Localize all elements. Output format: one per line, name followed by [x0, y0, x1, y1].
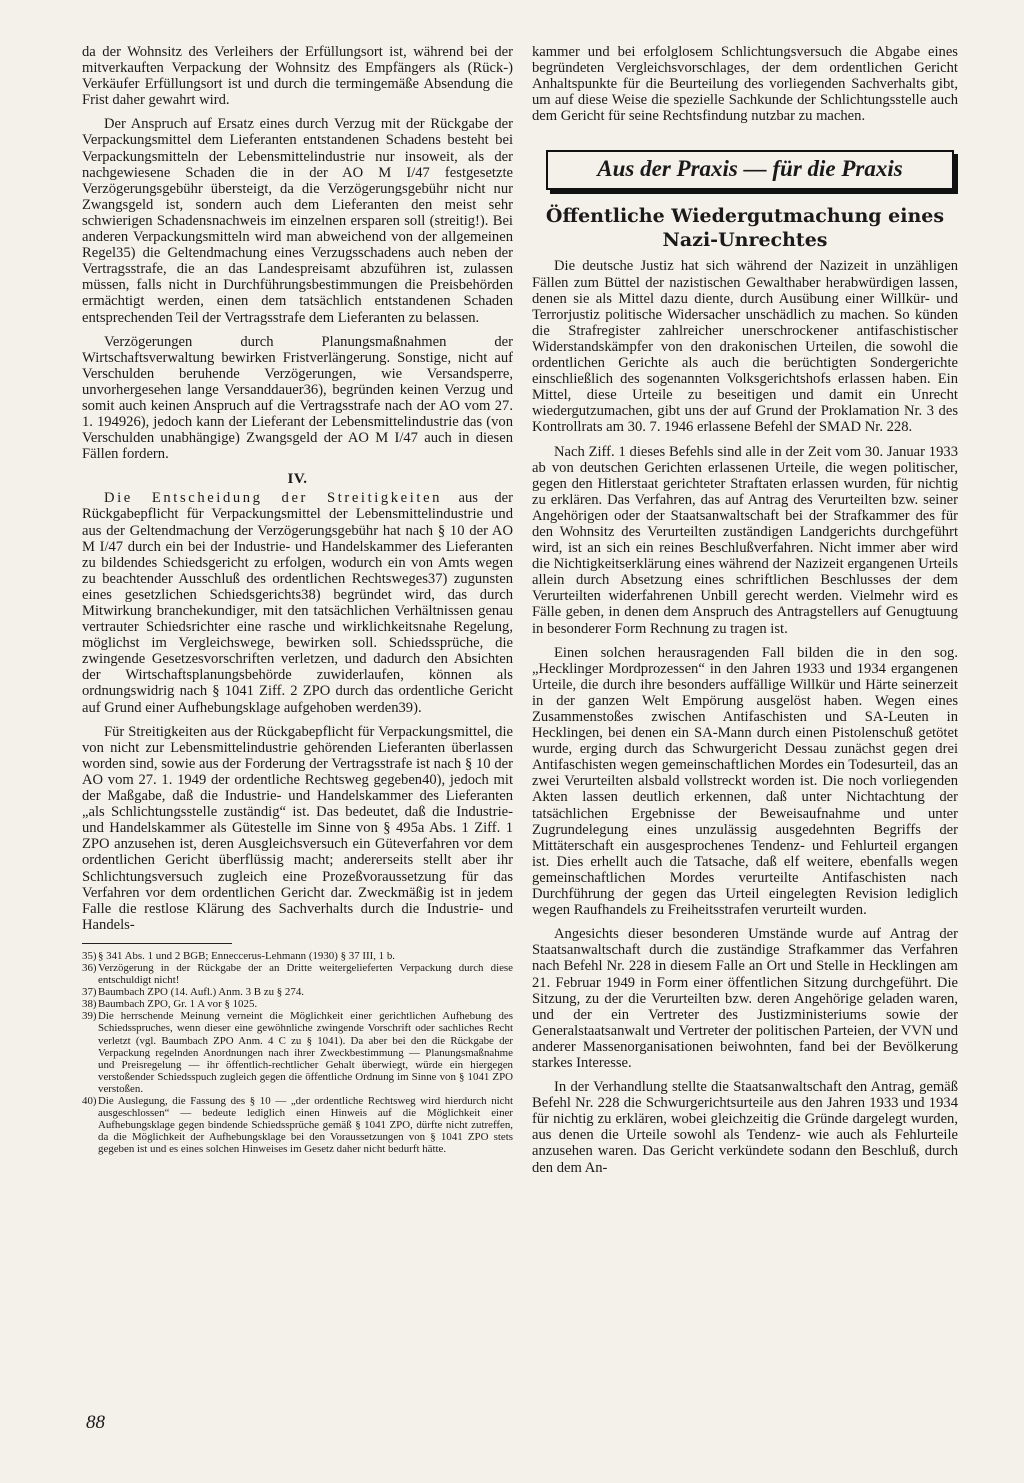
footnote — [82, 962, 513, 986]
left-column — [82, 44, 513, 1155]
paragraph: da der Wohnsitz des Verleihers der Erfüllungsort ist, während bei der mitverkauften Verpackung der Wohnsitz des Empfängers als (Rück-) Verkäufer Erfüllungsort ist und durch die termingemäße Absendung die Frist daher gewahrt wird. — [82, 44, 513, 109]
footnote-number: 38) — [82, 998, 97, 1011]
footnote-number: 35) — [82, 949, 97, 962]
footnote-number: 39) — [82, 1010, 97, 1023]
article-title — [532, 204, 958, 252]
page-number: 88 — [86, 1412, 105, 1433]
section-number: IV. — [287, 471, 308, 488]
paragraph: Der Anspruch auf Ersatz eines durch Verzug mit der Rückgabe der Verpackungsmittel dem Lieferanten entstandenen Schadens besteht bei Verpackungsmitteln der Lebensmittelindustrie nur insoweit, als der nachgewiesene Schaden die in der AO M I/47 festgesetzte Verzögerungsgebühr übersteigt, da die Verzögerungsgebühr nicht nur Zwangsgeld ist, sondern auch dem Lieferanten den meist sehr schwierigen Schadensnachweis im einzelnen ersparen soll (streitig!). Bei anderen Verpackungsmitteln wird man abweichend von der allgemeinen Regel35) die Geltendmachung eines Verzugsschadens auch neben der Vertragsstrafe, die an das Landespreisamt abzuführen ist, zulassen müssen, falls nicht in Durchführungsbestimmungen die Preisbehörden ermächtigt werden, einen dem tatsächlich entstandenen Schaden entsprechenden Teil der Vertragsstrafe dem Lieferanten zu belassen. — [82, 116, 513, 326]
paragraph: Nach Ziff. 1 dieses Befehls sind alle in der Zeit vom 30. Januar 1933 ab von deutschen Gerichten erlassenen Urteile, die wegen politischer, gegen den Hitlerstaat gerichteter Straftaten erlassen wurden, für nichtig zu erklären. Das Verfahren, das auf Antrag des Verurteilten bzw. seiner Angehörigen oder der Staatsanwaltschaft bei der Strafkammer des für den Wohnsitz des Verurteilten zuständigen Landgerichts durchgeführt wird, ist an sich ein reines Beschlußverfahren. Nicht immer aber wird die Nichtigkeitserklärung eines während der Nazizeit ergangenen Urteils allein durch Absetzung eines schriftlichen Beschlusses der dem Verurteilten widerfahrenen Unbill gerecht werden. Vielmehr wird es Fälle geben, in denen dem Anspruch des Antragstellers auf Genugtuung in besonderer Form Rechnung zu tragen ist. — [532, 443, 958, 637]
paragraph: kammer und bei erfolglosem Schlichtungsversuch die Abgabe eines begründeten Vergleichsvorschlages, der dem ordentlichen Gericht Anhaltspunkte für die Beurteilung des vorliegenden Sachverhalts gibt, um auf diese Weise die spezielle Sachkunde der Schlichtungsstelle auch dem Gericht für seine Rechtsfindung nutzbar zu machen. — [532, 44, 958, 125]
paragraph: Für Streitigkeiten aus der Rückgabepflicht für Verpackungsmittel, die von nicht zur Lebensmittelindustrie gehörenden Lieferanten überlassen worden sind, sowie aus der Forderung der Vertragsstrafe ist nach § 10 der AO vom 27. 1. 1949 der ordentliche Rechtsweg gegeben40), jedoch mit der Maßgabe, daß die Industrie- und Handelskammer des Lieferanten „als Schlichtungsstelle zuständig“ ist. Das bedeutet, daß die Industrie- und Handelskammer als Gütestelle im Sinne von § 495a Abs. 1 Ziff. 1 ZPO anzusehen ist, deren Ausgleichsversuch ein Güteverfahren vor dem ordentlichen Gericht überflüssig macht; andererseits stellt aber ihr Schlichtungsversuch zugleich eine Prozeßvoraussetzung für das Verfahren vor dem ordentlichen Gericht dar. Zweckmäßig ist in jedem Falle die restlose Klärung des Sachverhalts durch die Industrie- und Handels- — [82, 723, 513, 933]
paragraph: Verzögerungen durch Planungsmaßnahmen der Wirtschaftsverwaltung bewirken Fristverlängerung. Sonstige, nicht auf Verschulden beruhende Verzögerungen, wie Versandsperre, unvorhergesehen lange Versanddauer36), begründen keinen Verzug und somit auch keinen Anspruch auf die Vertragsstrafe nach der AO vom 27. 1. 194926), jedoch kann der Lieferant der Lebensmittelindustrie das (von Verschulden unabhängige) Zwangsgeld der AO M I/47 auch in diesen Fällen fordern. — [82, 333, 513, 463]
paragraph: Angesichts dieser besonderen Umstände wurde auf Antrag der Staatsanwaltschaft durch die zuständige Strafkammer das Verfahren nach Befehl Nr. 228 in diesem Falle an Ort und Stelle in Hecklingen am 21. Februar 1949 in Form einer öffentlichen Sitzung durchgeführt. Die Sitzung, zu der die Verurteilten bzw. deren Angehörige geladen waren, und der ein Vertreter des Justizministeriums sowie der Generalstaatsanwalt und Vertreter der politischen Parteien, der VVN und anderer Massenorganisationen beiwohnten, fand bei der Bevölkerung starkes Interesse. — [532, 926, 958, 1071]
footnote-divider — [82, 943, 232, 944]
footnote — [82, 986, 513, 998]
footnote — [82, 1010, 513, 1095]
paragraph-text: aus der Rückgabepflicht für Verpackungsmittel der Lebensmittelindustrie und aus der Geltendmachung der Verzögerungsgebühr hat nach § 10 der AO M I/47 durch ein bei der Industrie- und Handelskammer des Lieferanten zu bildendes Schiedsgericht zu erfolgen, wodurch ein von Amts wegen zu beachtender Ausschluß des ordentlichen Rechtsweges37) zugunsten eines gesetzlichen Schiedsgerichts38) begründet wird, das durch Mitwirkung branchekundiger, mit den tatsächlichen Verhältnissen genau vertrauter Schiedsrichter eine rasche und wirklichkeitsnahe Regelung, möglichst im Vergleichswege, bewirken soll. Schiedssprüche, die zwingende Gesetzesvorschriften verletzen, und dadurch den Absichten der Wirtschaftsplanungsbehörde zuwiderlaufen, können als ordnungswidrig nach § 1041 Ziff. 2 ZPO durch das ordentliche Gericht auf Grund einer Aufhebungsklage aufgehoben werden39). — [82, 490, 513, 716]
article-title-line: Nazi-Unrechtes — [662, 229, 828, 252]
footnote-text: Baumbach ZPO (14. Aufl.) Anm. 3 B zu § 274. — [98, 986, 304, 999]
paragraph — [82, 490, 513, 715]
footnote — [82, 950, 513, 962]
footnote-text: Baumbach ZPO, Gr. 1 A vor § 1025. — [98, 998, 258, 1011]
footnote-text: Verzögerung in der Rückgabe der an Dritte weitergelieferten Verpackung durch diese entschuldigt nicht! — [98, 961, 513, 987]
footnote-text: Die herrschende Meinung verneint die Möglichkeit einer gerichtlichen Aufhebung des Schiedsspruches, wenn dieser eine gewöhnliche zwingende Vorschrift oder sachliches Recht verletzt (vgl. Baumbach ZPO Anm. 4 C zu § 1041). Da aber bei den die Rückgabe der Verpackung regelnden Anordnungen nach ihrer Zweckbestimmung — Planungsmaßnahme und Preisregelung — ihr öffentlich-rechtlicher Gehalt überwiegt, würde ein hiergegen verstoßender Schiedsspuch zugleich gegen die öffentliche Ordnung im Sinne von § 1041 ZPO verstoßen. — [98, 1010, 513, 1095]
footnotes — [82, 950, 513, 1156]
footnote-number: 36) — [82, 961, 97, 974]
footnote-text: Die Auslegung, die Fassung des § 10 — „der ordentliche Rechtsweg wird hierdurch nicht ausgeschlossen“ — bedeute lediglich einen Hinweis auf die Möglichkeit einer Aufhebungsklage gegen bindende Schiedssprüche gemäß § 1041 ZPO, dürfte nicht zutreffen, da die Möglichkeit der Aufhebungsklage bei den Voraussetzungen von § 1041 ZPO stets gegeben ist und es eines solchen Hinweises im Gesetz daher nicht bedurft hätte. — [98, 1095, 513, 1156]
right-column — [532, 44, 958, 1176]
footnote-number: 40) — [82, 1095, 97, 1107]
section-banner: Aus der Praxis — für die Praxis — [546, 150, 954, 190]
footnote — [82, 998, 513, 1010]
article-title-line: Öffentliche Wiedergutmachung eines — [545, 205, 945, 228]
footnote-text: § 341 Abs. 1 und 2 BGB; Enneccerus-Lehmann (1930) § 37 III, 1 b. — [98, 949, 396, 962]
spaced-lead-in: Die Entscheidung der Streitigkeiten — [104, 490, 443, 507]
footnote-number: 37) — [82, 986, 97, 999]
paragraph: Die deutsche Justiz hat sich während der Nazizeit in unzähligen Fällen zum Büttel der nazistischen Gewalthaber herabwürdigen lassen, denen sie als Mittel dazu diente, durch Ausübung einer Willkür- und Terrorjustiz politische Widersacher unschädlich zu machen. So künden die Strafregister zahlreicher unerschrockener antifaschistischer Widerstandskämpfer von den drakonischen Urteilen, die sowohl die ordentlichen Gerichte als auch die berüchtigten Sondergerichte einschließlich des sogenannten Volksgerichtshofs erlassen haben. Ein Mittel, diese Urteile zu beseitigen und damit ein Unrecht wiedergutzumachen, gibt uns der auf Grund der Proklamation Nr. 3 des Kontrollrats am 30. 7. 1946 erlassene Befehl der SMAD Nr. 228. — [532, 258, 958, 436]
footnote — [82, 1095, 513, 1155]
paragraph: In der Verhandlung stellte die Staatsanwaltschaft den Antrag, gemäß Befehl Nr. 228 die Schwurgerichtsurteile aus den Jahren 1933 und 1934 für nichtig zu erklären, wobei gleichzeitig die Gründe dargelegt wurden, aus denen die Urteile sowohl als Tendenz- wie auch als Fehlurteile anzusehen waren. Das Gericht verkündete sodann den Beschluß, durch den dem An- — [532, 1079, 958, 1176]
paragraph: Einen solchen herausragenden Fall bilden die in den sog. „Hecklinger Mordprozessen“ in den Jahren 1933 und 1934 ergangenen Urteile, die durch ihre besonders auffällige Willkür und Härte seinerzeit in der ganzen Welt Empörung ausgelöst haben. Wegen eines Zusammenstoßes zwischen Antifaschisten und SA-Leuten in Hecklingen, bei denen ein SA-Mann durch einen Pistolenschuß getötet wurde, erging durch das Schwurgericht Dessau zunächst gegen drei Antifaschisten wegen gemeinschaftlichen Mordes ein Todesurteil, das an zwei Verurteilten alsbald vollstreckt worden ist. Die noch vorliegenden Akten lassen deutlich erkennen, daß unter Nichtachtung der tatsächlichen Ergebnisse der Beweisaufnahme und unter Zugrundelegung eines unzulässig ausgedehnten Begriffs der Mittäterschaft ein ausgesprochenes Tendenz- und Fehlurteil ergangen ist. Dies erhellt auch die Tatsache, daß elf weitere, ebenfalls wegen gemeinschaftlichen Mordes verurteilte Antifaschisten nach Durchführung der gegen das Urteil eingelegten Revision lediglich wegen Raufhandels zu Freiheitsstrafen verurteilt wurden. — [532, 644, 958, 919]
